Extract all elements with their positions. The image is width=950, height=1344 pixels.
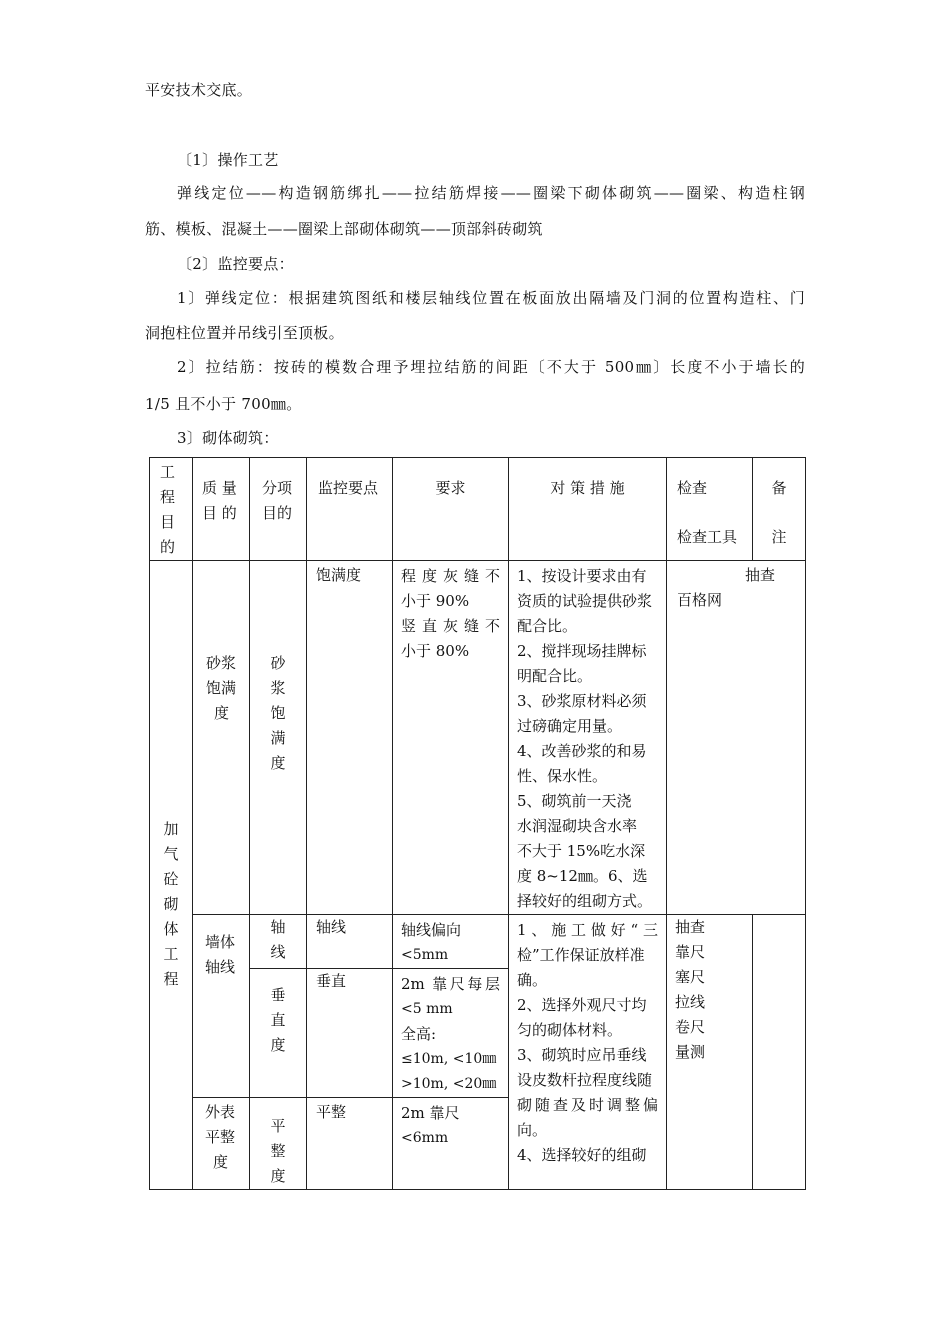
- point1-line-b: 洞抱柱位置并吊线引至顶板。: [145, 324, 344, 342]
- header-row: [150, 458, 806, 561]
- axis-row: [150, 915, 806, 969]
- header-sub-purpose: 分项 目的: [250, 458, 307, 561]
- point2-line-a: 2〕拉结筋：按砖的模数合理予埋拉结筋的间距〔不大于 500㎜〕长度不小于墙长的: [177, 358, 805, 376]
- intro-line1: 平安技术交底。: [145, 81, 253, 99]
- axis-monitor-cell: 轴线: [307, 915, 393, 969]
- flatness-requirement-cell: 2m 靠尺 <6mm: [393, 1098, 509, 1190]
- flatness-quality-cell: 外表 平整 度: [193, 1098, 250, 1190]
- point1-line-a: 1〕弹线定位：根据建筑图纸和楼层轴线位置在板面放出隔墙及门洞的位置构造柱、门: [177, 289, 805, 307]
- wall-check-cell: 抽查 靠尺 塞尺 拉线 卷尺 量测: [667, 915, 753, 1190]
- project-name-cell: 加 气 砼 砌 体 工 程: [150, 561, 193, 1190]
- mortar-sub-cell: 砂 浆 饱 满 度: [250, 561, 307, 915]
- axis-sub-cell: 轴 线: [250, 915, 307, 969]
- header-project-purpose: 工 程 目 的: [150, 458, 193, 561]
- header-measures: 对 策 措 施: [509, 458, 667, 561]
- point3-title: 3〕砌体砌筑：: [177, 429, 279, 447]
- flatness-monitor-cell: 平整: [307, 1098, 393, 1190]
- header-remark: 备 注: [753, 458, 806, 561]
- vertical-requirement-cell: 2m 靠尺每层 <5 mm 全高: ≤10m, <10㎜ >10m, <20㎜: [393, 969, 509, 1098]
- vertical-monitor-cell: 垂直: [307, 969, 393, 1098]
- header-check: 检查 检查工具: [667, 458, 753, 561]
- flatness-sub-cell: 平 整 度: [250, 1098, 307, 1190]
- section-2-title: 〔2〕监控要点：: [177, 255, 294, 273]
- header-quality-purpose: 质 量 目 的: [193, 458, 250, 561]
- wall-measures-cell: 1、施工做好“三 检”工作保证放样准 确。 2、选择外观尺寸均 匀的砌体材料。 3、砌筑时应吊垂线 设皮数杆拉程度线随 砌随查及时调整偏 向。 4、选择较好的组砌: [509, 915, 667, 1190]
- header-monitor-points: 监控要点: [307, 458, 393, 561]
- mortar-check-cell: 抽查 百格网: [667, 561, 806, 915]
- point2-line-b: 1/5 且不小于 700㎜。: [145, 395, 302, 413]
- process-line-a: 弹线定位——构造钢筋绑扎——拉结筋焊接——圈梁下砌体砌筑——圈梁、构造柱钢: [177, 184, 805, 202]
- masonry-monitoring-table: [149, 457, 806, 1190]
- wall-axis-quality-cell: 墙体 轴线: [193, 915, 250, 1098]
- mortar-quality-cell: 砂浆 饱满 度: [193, 561, 250, 915]
- vertical-sub-cell: 垂 直 度: [250, 969, 307, 1098]
- mortar-measures-cell: 1、按设计要求由有 资质的试验提供砂浆 配合比。 2、搅拌现场挂牌标 明配合比。 3、砂浆原材料必须 过磅确定用量。 4、改善砂浆的和易 性、保水性。 5、砌筑前一天浇 水润湿砌块含水率 不大于 15%吃水深 度 8~12㎜。6、选 择较好的组砌方式。: [509, 561, 667, 915]
- header-requirement: 要求: [393, 458, 509, 561]
- mortar-monitor-cell: 饱满度: [307, 561, 393, 915]
- process-line-b: 筋、模板、混凝土——圈梁上部砌体砌筑——顶部斜砖砌筑: [145, 220, 543, 238]
- wall-remark-cell: [753, 915, 806, 1190]
- section-1-title: 〔1〕操作工艺: [177, 151, 279, 169]
- mortar-row: [150, 561, 806, 915]
- mortar-requirement-cell: 程度灰缝不 小于 90% 竖直灰缝不 小于 80%: [393, 561, 509, 915]
- axis-requirement-cell: 轴线偏向 <5mm: [393, 915, 509, 969]
